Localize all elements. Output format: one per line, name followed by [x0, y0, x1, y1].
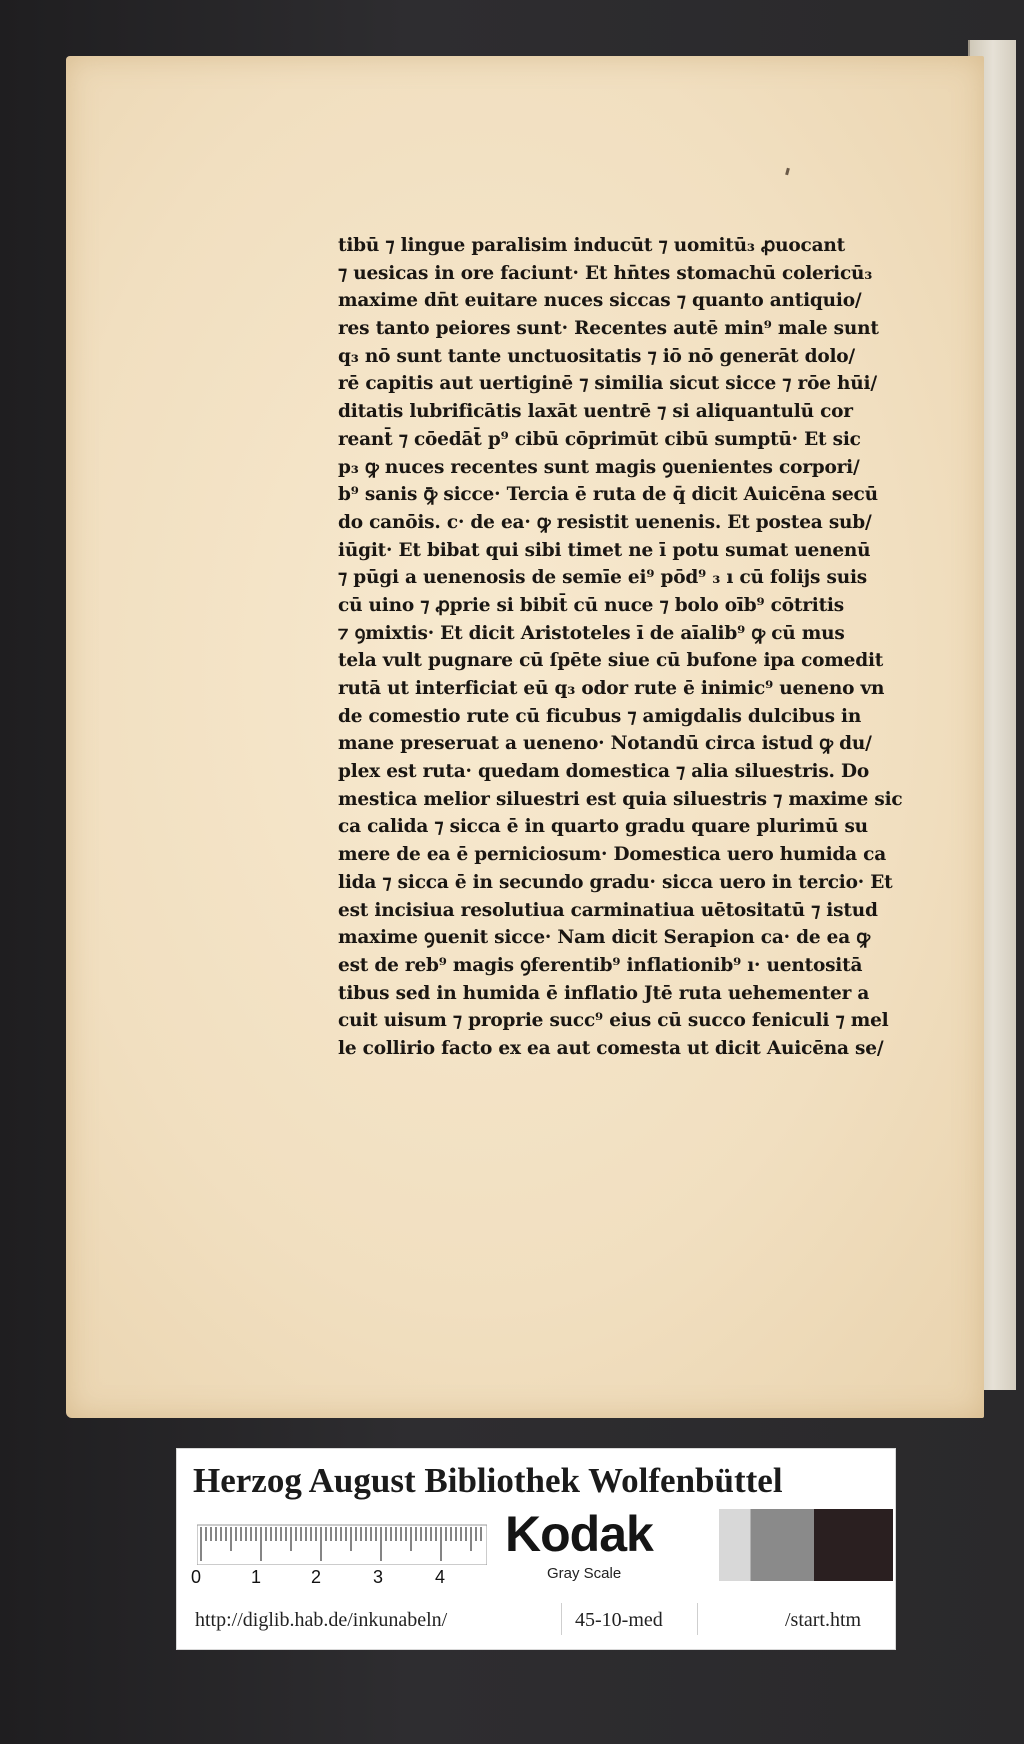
text-line: ca calida ⁊ sicca ē in quarto gradu quare plurimū su — [338, 816, 868, 838]
text-line: q₃ nō sunt tante unctuositatis ⁊ iō nō generāt dolo/ — [338, 345, 855, 367]
text-line: plex est ruta· quedam domestica ⁊ alia siluestris. Do — [338, 761, 869, 783]
text-line: ⁊ ꝯmixtis· Et dicit Aristoteles ī de aīalib⁹ ꝙ cū mus — [338, 622, 845, 644]
target-card — [176, 1448, 896, 1650]
text-line: cū uino ⁊ ꝓprie si bibit̄ cū nuce ⁊ bolo oīb⁹ cōtritis — [338, 594, 844, 616]
footer-divider — [697, 1603, 698, 1635]
library-name: Herzog August Bibliothek Wolfenbüttel — [193, 1461, 783, 1500]
text-line: est incisiua resolutiua carminatiua uētositatū ⁊ istud — [338, 899, 878, 921]
text-line: maxime dn̄t euitare nuces siccas ⁊ quanto antiquio/ — [338, 290, 862, 312]
text-line: maxime ꝯuenit sicce· Nam dicit Serapion ca· de ea ꝙ — [338, 927, 870, 949]
kodak-logo: Kodak — [505, 1506, 653, 1562]
incunable-text-block — [338, 232, 908, 1063]
text-line: tela vult pugnare cū ſpēte siue cū bufone ipa comedit — [338, 650, 884, 672]
ruler-number: 4 — [435, 1567, 446, 1587]
text-line: reant̄ ⁊ cōedāt̄ p⁹ cibū cōprimūt cibū sumptū· Et sic — [338, 428, 861, 450]
gray-scale-label: Gray Scale — [547, 1565, 622, 1582]
footer-url: http://diglib.hab.de/inkunabeln/ — [195, 1609, 448, 1631]
text-line: tibus sed in humida ē inflatio Jtē ruta uehementer a — [338, 982, 870, 1004]
text-line: ⁊ uesicas in ore faciunt· Et hn̄tes stomachū colericū₃ — [338, 262, 873, 284]
text-line: cuit uisum ⁊ proprie succ⁹ eius cū succo feniculi ⁊ mel — [338, 1010, 889, 1032]
text-line: mane preseruat a ueneno· Notandū circa istud ꝙ du/ — [338, 733, 872, 755]
text-line: ⁊ pūgi a uenenosis de semīe ei⁹ pōd⁹ ₃ ı cū folijs suis — [338, 567, 868, 589]
text-line: do canōis. c· de ea· ꝙ resistit uenenis. Et postea sub/ — [338, 511, 872, 533]
text-line: iūgit· Et bibat qui sibi timet ne ī potu sumat uenenū — [338, 539, 871, 561]
ruler-number: 3 — [373, 1567, 384, 1587]
text-line: mestica melior siluestri est quia siluestris ⁊ maxime sic — [338, 788, 903, 810]
text-line: le collirio facto ex ea aut comesta ut dicit Auicēna se/ — [338, 1037, 884, 1059]
footer-divider — [561, 1603, 562, 1635]
text-line: res tanto peiores sunt· Recentes autē min⁹ male sunt — [338, 318, 879, 340]
ruler-scale — [197, 1521, 487, 1565]
card-footer — [177, 1597, 895, 1649]
text-line: ditatis lubrificātis laxāt uentrē ⁊ si aliquantulū cor — [338, 401, 853, 423]
ruler-number: 2 — [311, 1567, 322, 1587]
text-line: mere de ea ē perniciosum· Domestica uero humida ca — [338, 844, 887, 866]
text-line: rē capitis aut uertiginē ⁊ similia sicut sicce ⁊ rōe hūi/ — [338, 373, 877, 395]
ruler-number: 0 — [191, 1567, 202, 1587]
footer-start-path: /start.htm — [785, 1609, 862, 1631]
text-line: rutā ut interficiat eū q₃ odor rute ē inimic⁹ ueneno vn — [338, 678, 885, 699]
text-line: est de reb⁹ magis ꝯferentib⁹ inflationib⁹ ı· uentositā — [338, 954, 863, 976]
ruler-number: 1 — [251, 1567, 262, 1587]
text-line: p₃ ꝙ nuces recentes sunt magis ꝯuenientes corpori/ — [338, 456, 860, 478]
text-line: tibū ⁊ lingue paralisim inducūt ⁊ uomitū₃ ꝓuocant — [338, 235, 846, 256]
footer-shelfmark: 45-10-med — [575, 1609, 663, 1631]
text-line: de comestio rute cū ficubus ⁊ amigdalis dulcibus in — [338, 705, 862, 727]
text-line: b⁹ sanis ꝙ̄ sicce· Tercia ē ruta de q̄ dicit Auicēna secū — [338, 484, 878, 506]
ruler-numbers — [191, 1567, 491, 1589]
text-line: lida ⁊ sicca ē in secundo gradu· sicca uero in tercio· Et — [338, 871, 893, 893]
